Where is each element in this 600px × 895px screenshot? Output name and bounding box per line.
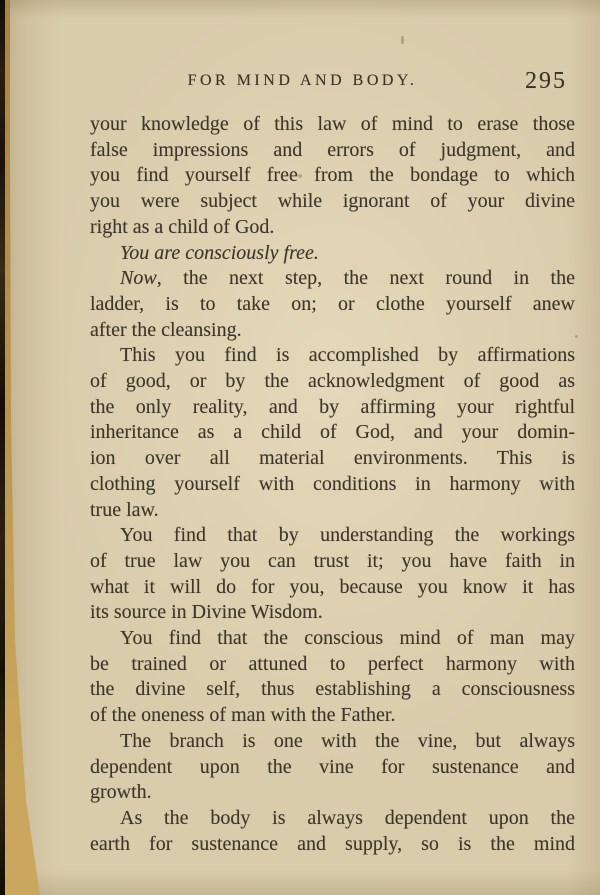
italic-word: Now bbox=[120, 267, 157, 290]
text-line: you were subject while ignorant of your divine bbox=[90, 190, 575, 213]
text-line: of the oneness of man with the Father. bbox=[90, 704, 396, 727]
text-line: the divine self, thus establishing a consciousness bbox=[90, 678, 575, 701]
text-line: You find that by understanding the workings bbox=[120, 524, 575, 547]
text-line-italic: You are consciously free. bbox=[120, 241, 319, 264]
body-text bbox=[90, 112, 575, 857]
running-header bbox=[90, 68, 575, 98]
text-line: The branch is one with the vine, but always bbox=[120, 729, 575, 752]
text-line: clothing yourself with conditions in harmony with bbox=[90, 472, 575, 495]
line-remainder: , the next step, the next round in the bbox=[156, 267, 575, 290]
text-line: of true law you can trust it; you have faith in bbox=[90, 549, 575, 572]
text-line: dependent upon the vine for sustenance and bbox=[90, 755, 575, 778]
text-line: your knowledge of this law of mind to erase those bbox=[90, 113, 575, 135]
paper-speck bbox=[575, 335, 578, 338]
text-line: ladder, is to take on; or clothe yourself anew bbox=[90, 292, 575, 315]
text-line: ion over all material environments. This is bbox=[90, 447, 575, 470]
text-line: be trained or attuned to perfect harmony with bbox=[90, 652, 575, 675]
text-line: inheritance as a child of God, and your domin- bbox=[90, 421, 575, 444]
text-line: growth. bbox=[90, 781, 152, 804]
text-line: its source in Divine Wisdom. bbox=[90, 601, 323, 624]
text-line: what it will do for you, because you know it has bbox=[90, 575, 575, 598]
page-number: 295 bbox=[525, 68, 567, 94]
text-line: of good, or by the acknowledgment of good as bbox=[90, 370, 575, 393]
text-line: right as a child of God. bbox=[90, 215, 275, 238]
text-line: after the cleansing. bbox=[90, 318, 242, 341]
text-line bbox=[90, 266, 575, 292]
text-line: earth for sustenance and supply, so is the mind bbox=[90, 832, 575, 855]
text-line: the only reality, and by affirming your rightful bbox=[90, 395, 575, 418]
text-line: you find yourself free from the bondage to which bbox=[90, 164, 575, 187]
text-line: false impressions and errors of judgment, and bbox=[90, 138, 575, 161]
text-line: This you find is accomplished by affirmations bbox=[120, 344, 575, 367]
text-line: true law. bbox=[90, 498, 159, 521]
text-line: As the body is always dependent upon the bbox=[120, 806, 575, 829]
text-line: You find that the conscious mind of man may bbox=[120, 627, 575, 650]
paper-speck bbox=[401, 36, 404, 44]
paper-speck bbox=[298, 174, 302, 178]
running-title: FOR MIND AND BODY. bbox=[187, 72, 418, 89]
